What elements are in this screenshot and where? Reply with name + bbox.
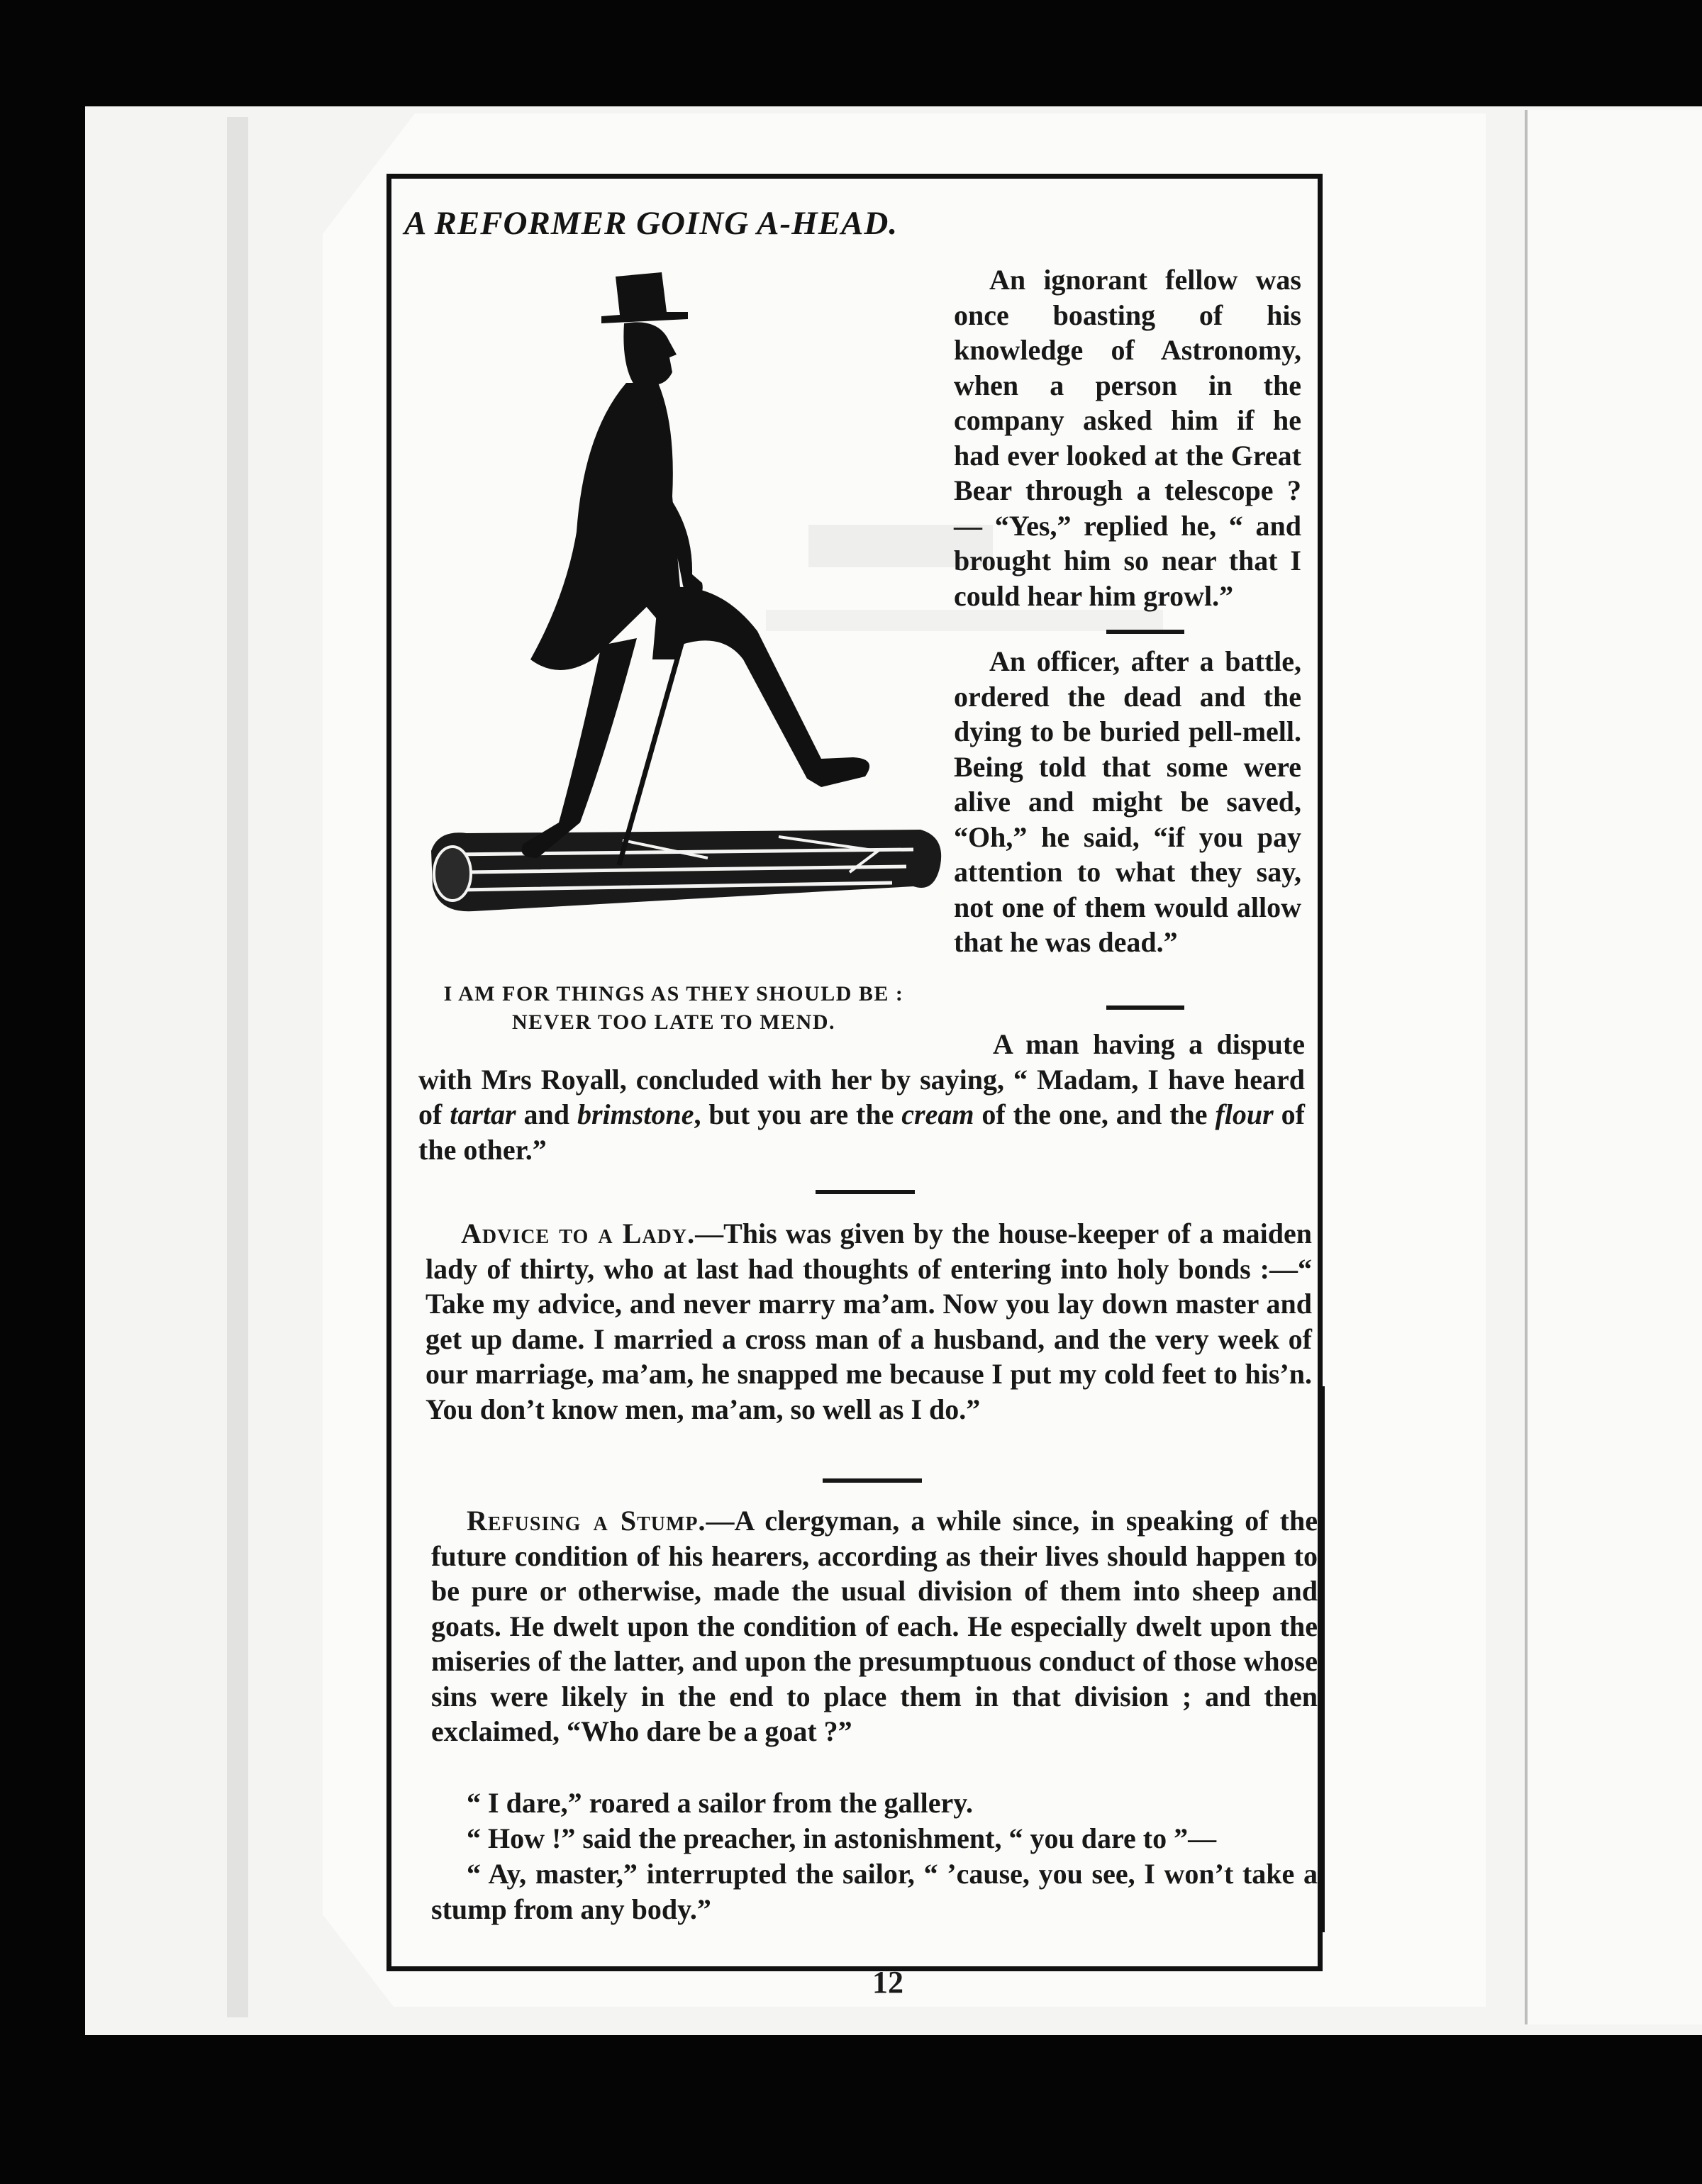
anecdote-text: of the other.” xyxy=(418,1098,1305,1166)
dialogue-line: “ Ay, master,” interrupted the sailor, “ ’cause, you see, I won’t take a stump from any body.” xyxy=(431,1858,1318,1925)
border-bar xyxy=(1319,1386,1325,1932)
emphasis-word: cream xyxy=(901,1098,974,1130)
section-body: —A clergyman, a while since, in speaking of the future condition of his hearers, according as their lives should happen to be pure or otherwise, made the usual division of them into sheep and goats. He dwelt upon the condition of each. He especially dwelt upon the miseries of the latter, and upon the presumptuous conduct of those whose sins were likely in the end to place them in that division ; and then exclaimed, “Who dare be a goat ?” xyxy=(431,1505,1318,1747)
anecdote-text: of the one, and the xyxy=(974,1098,1216,1130)
illustration-caption-line2: NEVER TOO LATE TO MEND. xyxy=(512,1010,835,1034)
section-heading: Advice to a Lady. xyxy=(461,1218,696,1249)
walking-gentleman-silhouette-icon xyxy=(424,262,952,929)
anecdote-officer: An officer, after a battle, ordered the dead and the dying to be buried pell-mell. Being told that some were alive and might be saved, “Oh,” he said, “if you pay attention to what they say, not one of them would allow that he was dead.” xyxy=(954,645,1301,958)
anecdote-text: A man having a dispute with Mrs Royall, concluded with her by saying, “ Madam, I have heard of xyxy=(418,1028,1305,1130)
anecdote-mrs-royall xyxy=(418,1027,1305,1167)
anecdote-text: and xyxy=(516,1098,577,1130)
section-heading: Refusing a Stump. xyxy=(467,1505,706,1537)
divider-rule xyxy=(1106,630,1184,634)
dialogue-line: “ I dare,” roared a sailor from the gallery. xyxy=(467,1787,974,1819)
emphasis-word: tartar xyxy=(450,1098,516,1130)
emphasis-word: flour xyxy=(1215,1098,1274,1130)
divider-rule xyxy=(823,1478,922,1483)
anecdote-text: , but you are the xyxy=(694,1098,902,1130)
illustration-caption-line1: I AM FOR THINGS AS THEY SHOULD BE : xyxy=(443,982,904,1005)
refusing-a-stump xyxy=(431,1503,1318,1749)
section-body: —This was given by the house-keeper of a maiden lady of thirty, who at last had thoughts of entering into holy bonds :—“ Take my advice, and never marry ma’am. Now you lay down master and get up dame. I married a cross man of a husband, and the very week of our marriage, ma’am, he snapped me because I put my cold feet to his’n. You don’t know men, ma’am, so well as I do.” xyxy=(425,1218,1313,1425)
advice-to-a-lady xyxy=(425,1216,1312,1427)
facing-page xyxy=(1525,110,1702,2024)
page-number: 12 xyxy=(872,1965,903,2000)
anecdote-astronomy: An ignorant fellow was once boasting of his knowledge of Astronomy, when a person in the company asked him if he had ever looked at the Great Bear through a telescope ?— “Yes,” replied he, “ and brought him so near that I could hear him growl.” xyxy=(954,264,1301,612)
page-edge xyxy=(227,117,248,2017)
emphasis-word: brimstone xyxy=(577,1098,694,1130)
divider-rule xyxy=(1106,1005,1184,1010)
divider-rule xyxy=(816,1190,915,1194)
article-title: A REFORMER GOING A-HEAD. xyxy=(404,205,899,242)
dialogue-line: “ How !” said the preacher, in astonishment, “ you dare to ”— xyxy=(467,1822,1217,1854)
